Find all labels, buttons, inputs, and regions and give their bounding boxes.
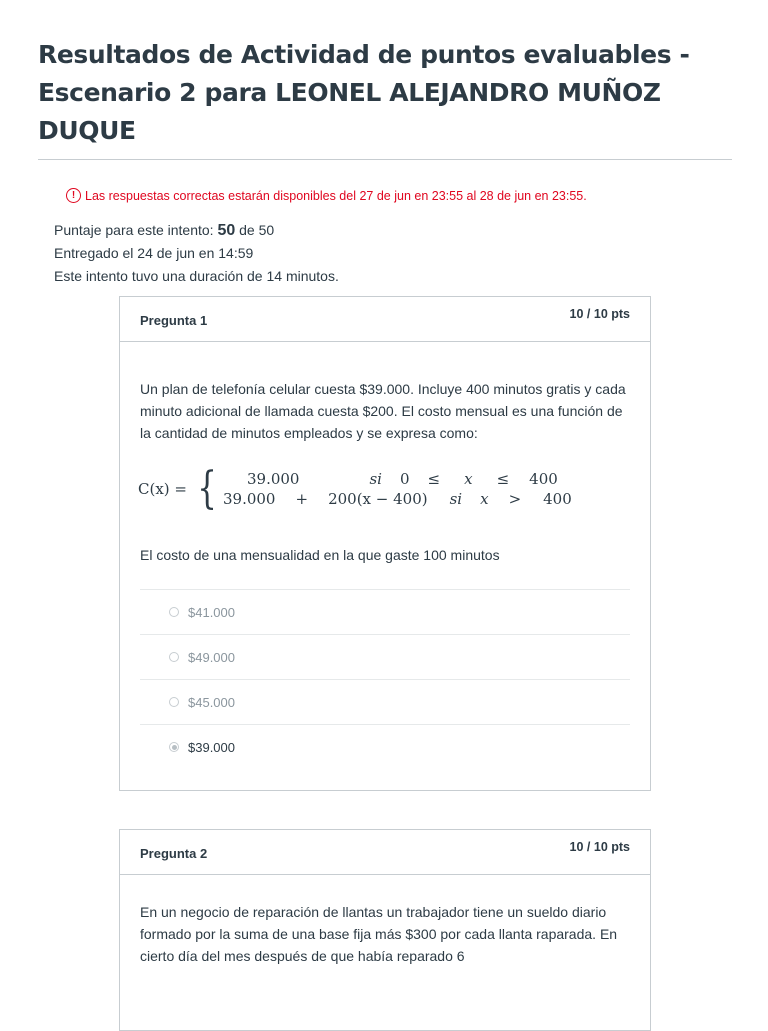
question-text: Un plan de telefonía celular cuesta $39.000. Incluye 400 minutos gratis y cada minuto adicional de llamada cuesta $200. El costo mensual es una función de la cantidad de minutos empleados y se expresa como:	[140, 381, 626, 441]
answer-option[interactable]	[140, 679, 630, 724]
page-title: Resultados de Actividad de puntos evaluables - Escenario 2 para LEONEL ALEJANDRO MUÑOZ DUQUE	[38, 40, 690, 145]
radio-icon[interactable]	[169, 697, 179, 707]
question-body	[120, 875, 650, 967]
answer-option-selected[interactable]	[140, 724, 630, 769]
case-1-leq-1: ≤	[427, 470, 441, 488]
answer-option[interactable]	[140, 634, 630, 679]
radio-selected-icon[interactable]	[169, 742, 179, 752]
question-title: Pregunta 1	[140, 313, 208, 328]
radio-icon[interactable]	[169, 607, 179, 617]
answer-label: $41.000	[188, 604, 235, 620]
piecewise-formula	[138, 464, 630, 514]
attempt-summary	[54, 219, 339, 288]
score-suffix: de 50	[235, 222, 275, 238]
case-2-x: x	[480, 490, 489, 508]
case-2-si: si	[449, 490, 463, 508]
question-1	[119, 296, 651, 791]
case-2-gt: >	[508, 490, 522, 508]
case-1-si: si	[369, 470, 382, 488]
case-2-term: 200(x − 400)	[328, 490, 428, 508]
formula-case-1	[223, 469, 572, 489]
question-points: 10 / 10 pts	[569, 840, 630, 854]
radio-icon[interactable]	[169, 652, 179, 662]
case-2-limit: 400	[543, 490, 572, 508]
answers-availability-notice	[66, 188, 587, 203]
case-1-x: x	[464, 470, 473, 488]
title-divider	[38, 159, 732, 160]
case-1-upper: 400	[529, 470, 558, 488]
case-1-value: 39.000	[246, 470, 300, 488]
score-value: 50	[217, 222, 236, 239]
score-label: Puntaje para este intento:	[54, 222, 218, 238]
formula-case-2	[223, 489, 572, 509]
question-title: Pregunta 2	[140, 846, 208, 861]
answer-label: $39.000	[188, 739, 235, 755]
case-1-lower: 0	[399, 470, 410, 488]
question-2	[119, 829, 651, 1031]
case-2-plus: +	[295, 490, 309, 508]
case-2-base: 39.000	[222, 490, 276, 508]
answer-list	[140, 589, 630, 769]
case-1-leq-2: ≤	[496, 470, 510, 488]
question-header	[120, 830, 650, 875]
score-line	[54, 219, 339, 242]
question-body	[120, 342, 650, 566]
formula-brace: {	[197, 463, 217, 514]
submitted-line: Entregado el 24 de jun en 14:59	[54, 245, 254, 261]
notice-text: Las respuestas correctas estarán disponibles del 27 de jun en 23:55 al 28 de jun en 23:55.	[85, 188, 587, 203]
answer-label: $45.000	[188, 694, 235, 710]
formula-cases	[223, 469, 572, 509]
formula-lhs: C(x) =	[138, 480, 187, 498]
alert-circle-icon: !	[66, 188, 81, 203]
question-prompt: El costo de una mensualidad en la que gaste 100 minutos	[140, 547, 500, 563]
question-text: En un negocio de reparación de llantas un trabajador tiene un sueldo diario formado por la suma de una base fija más $300 por cada llanta raparada. En cierto día del mes después de que había reparado 6	[140, 904, 618, 964]
question-points: 10 / 10 pts	[569, 307, 630, 321]
answer-option[interactable]	[140, 589, 630, 634]
duration-line: Este intento tuvo una duración de 14 minutos.	[54, 268, 339, 284]
question-header	[120, 297, 650, 342]
answer-label: $49.000	[188, 649, 235, 665]
